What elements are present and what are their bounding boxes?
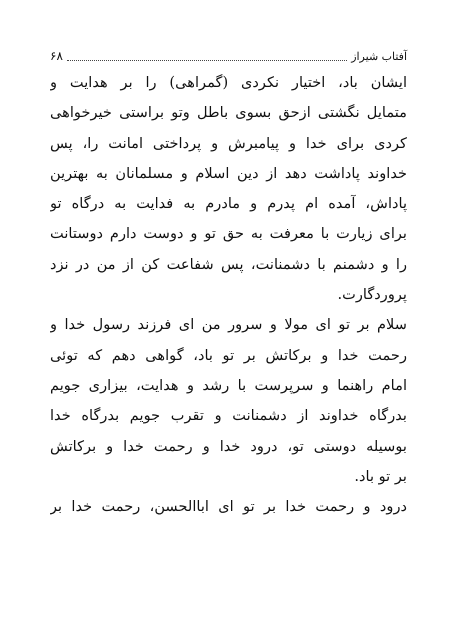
paragraph-2 bbox=[50, 310, 407, 492]
text-line: خداوند پاداشت دهد از دین اسلام و مسلمانان به بهترین bbox=[50, 164, 407, 182]
text-line: بدرگاه خداوند از دشمنانت و تقرب جویم بدرگاه خدا bbox=[50, 407, 407, 425]
paragraph-1 bbox=[50, 68, 407, 310]
text-line: ایشان باد، اختیار نکردی (گمراهی) را بر هدایت و bbox=[50, 74, 407, 91]
text-line: را و دشمنم با دشمنانت، پس شفاعت کن از من در نزد bbox=[50, 255, 407, 273]
text-line: بر تو باد. bbox=[354, 467, 407, 485]
text-line: برای زیارت با معرفت به حق تو و دوست دارم دوستانت bbox=[50, 225, 407, 243]
text-line: کردی برای خدا و پیامبرش و پرداختی امانت را، پس bbox=[50, 134, 407, 152]
text-line: پاداش، آمده ام پدرم و مادرم به فدایت به درگاه تو bbox=[50, 195, 407, 213]
running-header bbox=[50, 48, 407, 64]
body-text bbox=[50, 68, 407, 522]
paragraph-3 bbox=[50, 492, 407, 522]
text-line: امام راهنما و سرپرست با رشد و هدایت، بیزاری جویم bbox=[50, 376, 407, 394]
page-number: ۶۸ bbox=[50, 49, 63, 63]
text-line: پروردگارت. bbox=[337, 286, 407, 304]
text-line: درود و رحمت خدا بر تو ای اباالحسن، رحمت خدا بر bbox=[50, 498, 407, 516]
running-header-title: آفتاب شیراز bbox=[351, 49, 407, 63]
header-dotted-leader bbox=[67, 52, 347, 61]
text-line: بوسیله دوستی تو، درود خدا و رحمت خدا و برکاتش bbox=[50, 437, 407, 455]
text-line: متمایل نگشتی ازحق بسوی باطل وتو براستی خیرخواهی bbox=[50, 104, 407, 122]
text-line: رحمت خدا و برکاتش بر تو باد، گواهی دهم که توئی bbox=[50, 346, 407, 364]
text-line: سلام بر تو ای مولا و سرور من ای فرزند رسول خدا و bbox=[50, 316, 407, 334]
